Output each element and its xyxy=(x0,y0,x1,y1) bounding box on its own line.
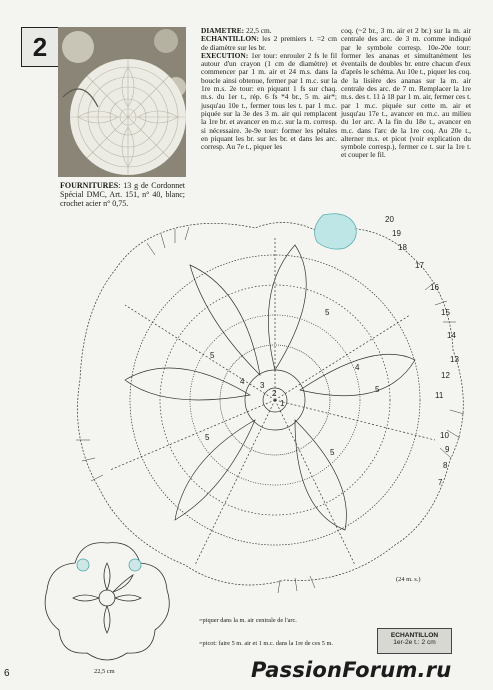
round-labels xyxy=(385,215,459,487)
inner-label-5b: 5 xyxy=(325,308,330,317)
round-12: 12 xyxy=(441,371,450,380)
doily-photo xyxy=(58,27,186,177)
round-11: 11 xyxy=(435,391,444,400)
motif-dimension: 22,5 cm xyxy=(94,668,115,675)
round-7: 7 xyxy=(438,478,443,487)
round-13: 13 xyxy=(450,355,459,364)
echantillon-text: les 2 premiers t. =2 cm de diamètre sur les br. xyxy=(201,34,337,52)
watermark: PassionForum.ru xyxy=(251,658,452,682)
instructions-column-1 xyxy=(201,27,337,151)
execution-label: EXECUTION: xyxy=(201,50,249,60)
inner-labels xyxy=(205,308,380,457)
materials-label: FOURNITURES xyxy=(60,181,119,190)
round-18: 18 xyxy=(398,243,407,252)
inner-label-5d: 5 xyxy=(330,448,335,457)
instructions-column-2 xyxy=(341,27,471,160)
round-17: 17 xyxy=(415,261,424,270)
materials-text xyxy=(60,181,185,208)
pattern-number: 2 xyxy=(21,27,59,67)
echantillon-box xyxy=(377,628,452,654)
inner-label-5e: 5 xyxy=(205,433,210,442)
inner-label-2: 2 xyxy=(272,389,277,398)
inner-label-1: 1 xyxy=(280,399,285,408)
echantillon-label: ECHANTILLON: xyxy=(201,34,259,44)
materials-body: : 13 g de Cordonnet Spécial DMC, Art. 151, n° 40, blanc; crochet acier n° 0,75. xyxy=(60,181,185,208)
diametre-label: DIAMETRE: xyxy=(201,26,245,35)
legend-item-2: =picot: faire 5 m. air et 1 m.c. dans la 1re de ces 5 m. xyxy=(199,640,333,647)
round-20: 20 xyxy=(385,215,394,224)
execution-text: 1er tour: enrouler 2 fs le fil autour d'un crayon (1 cm de diamètre) et commencer par 1 m. air et 24 m.s. dans la boucle ainsi obtenue, fermer par 1 m.c. sur la 1re m.s. 2e tour: en piquant 1 fs sur chaq. m.s. du 1er t., rép. 6 fs *4 br., 5 m. air*; jusqu'au 10e t., fermer tous les t. par 1 m.c. piquée sur la 3e des 3 m. air qui remplacent la 1re br. et avancer en m.c. sur la m. corresp. si nécessaire. 3e-9e tour: former les pétales en piquant les br. sur les br. et dans les arc. corresp. Au 7e t., piquer les xyxy=(201,50,337,152)
doily-outline-sketch xyxy=(35,535,180,665)
inner-label-4: 4 xyxy=(240,377,245,386)
echantillon-box-title: ECHANTILLON xyxy=(390,632,439,639)
inner-label-3: 3 xyxy=(260,381,265,390)
legend-item-1: =piquer dans la m. air centrale de l'arc. xyxy=(199,617,297,624)
column3-text: coq. (~2 br., 3 m. air et 2 br.) sur la m. air centrale des arc. de 3 m. comme indiqué par le symbole corresp. 10e-20e tour: former les ananas et simultanément les éventails de doubles br. entre chacun d'eux d'après le schéma. Au 10e t., piquer les coq. de la lisière des ananas sur la m. air centrale des arc. de 7 m. Remplacer la 1re m.s. des t. 11 à 18 par 1 m. air, fermer ces t. par 1 m.c. piquée sur cette m. air et jusqu'au 17e t., avancer en m.c. au milieu du 1er arc. A la fin du 18e t., avancer en m.c. dans l'arc de la 1re coq. Au 20e t., alterner m.s. et picot (voir explication du symbole corresp.), fermer ce t. sur la 1re t. et couper le fil. xyxy=(341,26,471,160)
round-14: 14 xyxy=(447,331,456,340)
stitch-count-label: (24 m. s.) xyxy=(396,576,421,583)
diametre-text: 22,5 cm. xyxy=(244,26,272,35)
round-15: 15 xyxy=(441,308,450,317)
round-9: 9 xyxy=(445,445,450,454)
round-10: 10 xyxy=(440,431,449,440)
round-8: 8 xyxy=(443,461,448,470)
round-16: 16 xyxy=(430,283,439,292)
page-number: 6 xyxy=(4,668,10,679)
inner-label-5c: 5 xyxy=(375,385,380,394)
round-19: 19 xyxy=(392,229,401,238)
inner-label-4b: 4 xyxy=(355,363,360,372)
doily-photo-image xyxy=(58,27,186,177)
echantillon-box-subtitle: 1er-2e t.: 2 cm xyxy=(393,639,436,646)
inner-label-5a: 5 xyxy=(210,351,215,360)
